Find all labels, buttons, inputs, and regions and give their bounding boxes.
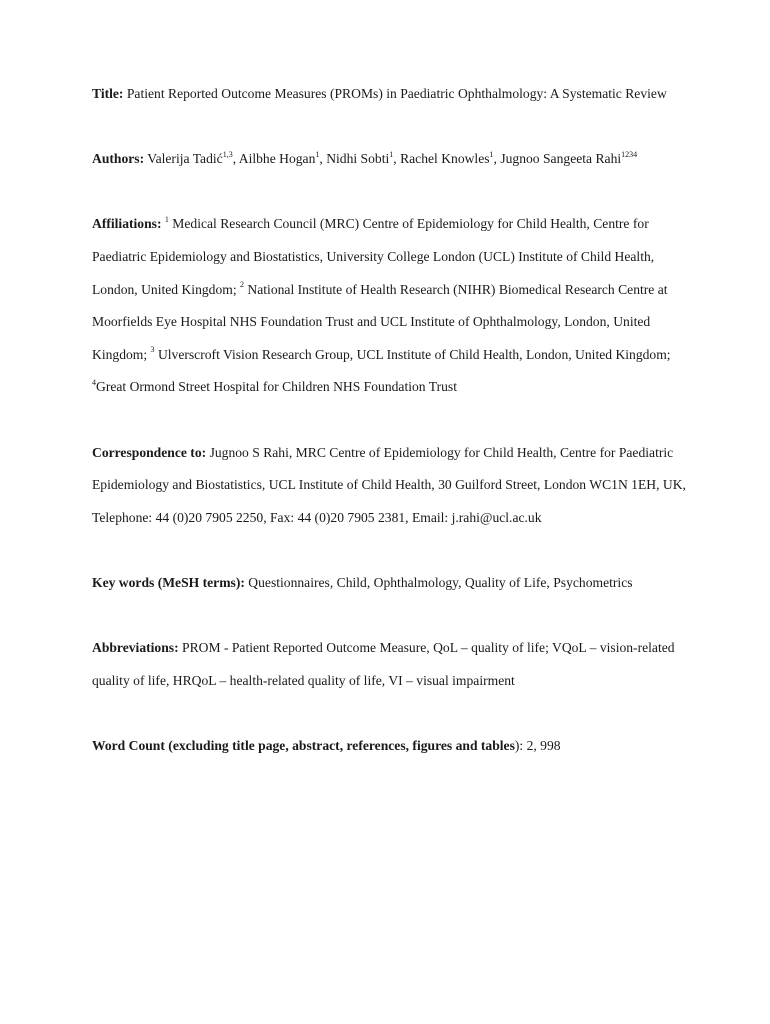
author-name: Rachel Knowles (400, 151, 490, 167)
title-section (92, 78, 692, 111)
author-name: Nidhi Sobti (326, 151, 390, 167)
affiliation-text: Great Ormond Street Hospital for Children NHS Foundation Trust (96, 379, 457, 395)
keywords-section (92, 567, 692, 600)
correspondence-section (92, 437, 692, 535)
title-page-content (92, 78, 692, 762)
author-affiliation-mark: 1 (389, 149, 394, 159)
abbreviations-text: PROM - Patient Reported Outcome Measure, QoL – quality of life; VQoL – vision-related quality of life, HRQoL – health-related quality of life, VI – visual impairment (92, 640, 675, 688)
author-name: Ailbhe Hogan (238, 151, 316, 167)
author-name: Valerija Tadić (147, 151, 223, 167)
keywords-label: Key words (MeSH terms): (92, 574, 245, 590)
author-separator: , (493, 151, 501, 167)
author-separator: , (393, 151, 401, 167)
author-affiliation-mark: 1 (489, 149, 494, 159)
abbreviations-label: Abbreviations: (92, 640, 179, 656)
affiliation-mark: 2 (240, 280, 245, 290)
word-count-value: ): 2, 998 (514, 737, 561, 753)
word-count-label: Word Count (excluding title page, abstract, references, figures and tables (92, 737, 515, 753)
affiliation-text: National Institute of Health Research (NIHR) Biomedical Research Centre at Moorfields Eye Hospital NHS Foundation Trust and UCL Institute of Ophthalmology, London, United Kingdom; (92, 281, 668, 362)
affiliation-mark: 4 (92, 377, 96, 387)
word-count-section (92, 730, 692, 763)
author-affiliation-mark: 1 (315, 149, 320, 159)
affiliation-mark: 3 (150, 345, 155, 355)
affiliation-mark: 1 (164, 214, 169, 224)
author-affiliation-mark: 1,3 (222, 149, 233, 159)
title-label: Title: (92, 86, 124, 101)
authors-label: Authors: (92, 151, 145, 167)
affiliation-text: Medical Research Council (MRC) Centre of Epidemiology for Child Health, Centre for Paediatric Epidemiology and Biostatistics, University College London (UCL) Institute of Child Health, London, United Kingdom; (92, 216, 655, 297)
correspondence-label: Correspondence to: (92, 444, 207, 460)
author-separator: , (232, 151, 239, 167)
author-affiliation-mark: 1234 (621, 149, 638, 159)
abbreviations-section (92, 632, 692, 697)
author-separator: , (319, 151, 327, 167)
authors-section (92, 143, 692, 176)
affiliation-text: Ulverscroft Vision Research Group, UCL Institute of Child Health, London, United Kingdom; (157, 346, 671, 362)
correspondence-text: Jugnoo S Rahi, MRC Centre of Epidemiology for Child Health, Centre for Paediatric Epidemiology and Biostatistics, UCL Institute of Child Health, 30 Guilford Street, London WC1N 1EH, UK, Telephone: 44 (0)20 7905 2250, Fax: 44 (0)20 7905 2381, Email: j.rahi@ucl.ac.uk (92, 444, 686, 525)
keywords-text: Questionnaires, Child, Ophthalmology, Quality of Life, Psychometrics (248, 574, 633, 590)
paper-title: Patient Reported Outcome Measures (PROMs) in Paediatric Ophthalmology: A Systematic Review (126, 86, 667, 101)
author-name: Jugnoo Sangeeta Rahi (500, 151, 622, 167)
affiliations-section (92, 208, 692, 404)
affiliations-label: Affiliations: (92, 216, 162, 232)
